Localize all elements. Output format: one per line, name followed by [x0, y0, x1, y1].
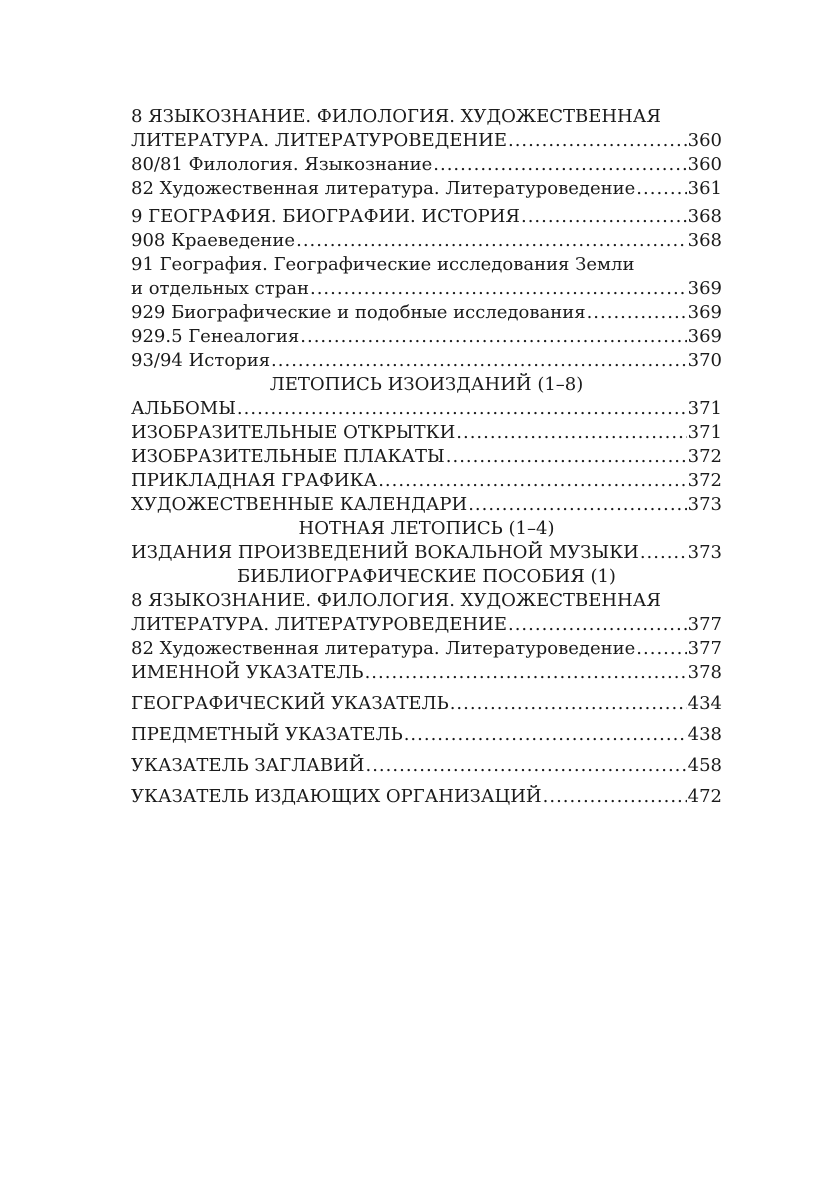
entry-title: ХУДОЖЕСТВЕННЫЕ КАЛЕНДАРИ [131, 494, 468, 515]
dot-leader [636, 637, 686, 661]
toc-entry-biblio-linguistics [131, 613, 722, 637]
dot-leader [378, 469, 686, 493]
page-number: 360 [687, 130, 722, 151]
entry-title: 82 Художественная литература. Литературоведение [131, 178, 636, 199]
entry-title: УКАЗАТЕЛЬ ИЗДАЮЩИХ ОРГАНИЗАЦИЙ [131, 786, 542, 807]
dot-leader [521, 205, 687, 229]
dot-leader [365, 754, 686, 778]
page-number: 377 [687, 638, 722, 659]
page-number: 369 [687, 278, 722, 299]
dot-leader [404, 723, 687, 747]
dot-leader [468, 493, 686, 517]
entry-title: 93/94 История [131, 350, 271, 371]
toc-entry-subject-index [131, 723, 722, 747]
toc-entry-applied-graphics [131, 469, 722, 493]
page-number: 369 [687, 326, 722, 347]
entry-title: 929 Биографические и подобные исследования [131, 302, 586, 323]
dot-leader [433, 153, 686, 177]
page-number: 472 [687, 786, 722, 807]
entry-title: ПРИКЛАДНАЯ ГРАФИКА [131, 470, 378, 491]
section-heading-art-publications: ЛЕТОПИСЬ ИЗОИЗДАНИЙ (1–8) [269, 374, 584, 395]
page-number: 372 [687, 470, 722, 491]
toc-entry-biographies [131, 301, 722, 325]
dot-leader [508, 129, 687, 153]
toc-entry-biblio-fiction [131, 637, 722, 661]
dot-leader [640, 541, 687, 565]
dot-leader [237, 397, 687, 421]
entry-title: УКАЗАТЕЛЬ ЗАГЛАВИЙ [131, 755, 365, 776]
page-number: 377 [687, 614, 722, 635]
entry-title: ЛИТЕРАТУРА. ЛИТЕРАТУРОВЕДЕНИЕ [131, 614, 507, 635]
toc-entry-linguistics-line1: 8 ЯЗЫКОЗНАНИЕ. ФИЛОЛОГИЯ. ХУДОЖЕСТВЕННАЯ [131, 106, 661, 127]
toc-entry-calendars [131, 493, 722, 517]
page-number: 373 [687, 542, 722, 563]
entry-title: 929.5 Генеалогия [131, 326, 300, 347]
page-number: 438 [687, 724, 722, 745]
dot-leader [296, 229, 687, 253]
dot-leader [271, 349, 687, 373]
toc-entry-local-history [131, 229, 722, 253]
toc-entry-fiction [131, 177, 722, 201]
dot-leader [508, 613, 687, 637]
dot-leader [636, 177, 686, 201]
entry-title: ГЕОГРАФИЧЕСКИЙ УКАЗАТЕЛЬ [131, 693, 449, 714]
entry-title: ПРЕДМЕТНЫЙ УКАЗАТЕЛЬ [131, 724, 403, 745]
entry-title: 82 Художественная литература. Литературоведение [131, 638, 636, 659]
toc-entry-publishers-index [131, 785, 722, 809]
toc-entry-geography-line1: 91 География. Географические исследования Земли [131, 254, 635, 275]
toc-entry-geographic-index [131, 692, 722, 716]
entry-title: 9 ГЕОГРАФИЯ. БИОГРАФИИ. ИСТОРИЯ [131, 206, 520, 227]
dot-leader [300, 325, 686, 349]
toc-entry-linguistics [131, 129, 722, 153]
toc-entry-posters [131, 445, 722, 469]
entry-title: ИМЕННОЙ УКАЗАТЕЛЬ [131, 662, 364, 683]
toc-entry-geography-history [131, 205, 722, 229]
page-number: 378 [687, 662, 722, 683]
section-heading-sheet-music: НОТНАЯ ЛЕТОПИСЬ (1–4) [298, 518, 555, 539]
entry-title: ИЗОБРАЗИТЕЛЬНЫЕ ОТКРЫТКИ [131, 422, 456, 443]
entry-title: и отдельных стран [131, 278, 309, 299]
page-number: 360 [687, 154, 722, 175]
dot-leader [446, 445, 687, 469]
dot-leader [456, 421, 686, 445]
dot-leader [365, 661, 687, 685]
page-number: 434 [687, 693, 722, 714]
toc-entry-postcards [131, 421, 722, 445]
toc-entry-geography [131, 277, 722, 301]
entry-title: АЛЬБОМЫ [131, 398, 236, 419]
page-number: 458 [687, 755, 722, 776]
section-heading-bibliographic-aids: БИБЛИОГРАФИЧЕСКИЕ ПОСОБИЯ (1) [237, 566, 616, 587]
toc-entry-history [131, 349, 722, 373]
toc-entry-biblio-linguistics-line1: 8 ЯЗЫКОЗНАНИЕ. ФИЛОЛОГИЯ. ХУДОЖЕСТВЕННАЯ [131, 590, 661, 611]
entry-title: ИЗДАНИЯ ПРОИЗВЕДЕНИЙ ВОКАЛЬНОЙ МУЗЫКИ [131, 542, 639, 563]
page-number: 371 [687, 422, 722, 443]
page-number: 369 [687, 302, 722, 323]
page-number: 373 [687, 494, 722, 515]
page-number: 370 [687, 350, 722, 371]
dot-leader [310, 277, 687, 301]
dot-leader [450, 692, 687, 716]
toc-entry-title-index [131, 754, 722, 778]
toc-entry-philology [131, 153, 722, 177]
entry-title: ЛИТЕРАТУРА. ЛИТЕРАТУРОВЕДЕНИЕ [131, 130, 507, 151]
page-number: 361 [687, 178, 722, 199]
toc-entry-name-index [131, 661, 722, 685]
table-of-contents [131, 105, 722, 809]
entry-title: 908 Краеведение [131, 230, 296, 251]
page-number: 371 [687, 398, 722, 419]
page-number: 368 [687, 230, 722, 251]
page-number: 368 [687, 206, 722, 227]
entry-title: 80/81 Филология. Языкознание [131, 154, 433, 175]
toc-entry-genealogy [131, 325, 722, 349]
dot-leader [543, 785, 687, 809]
page-number: 372 [687, 446, 722, 467]
toc-entry-vocal-music [131, 541, 722, 565]
toc-entry-albums [131, 397, 722, 421]
entry-title: ИЗОБРАЗИТЕЛЬНЫЕ ПЛАКАТЫ [131, 446, 445, 467]
dot-leader [587, 301, 687, 325]
